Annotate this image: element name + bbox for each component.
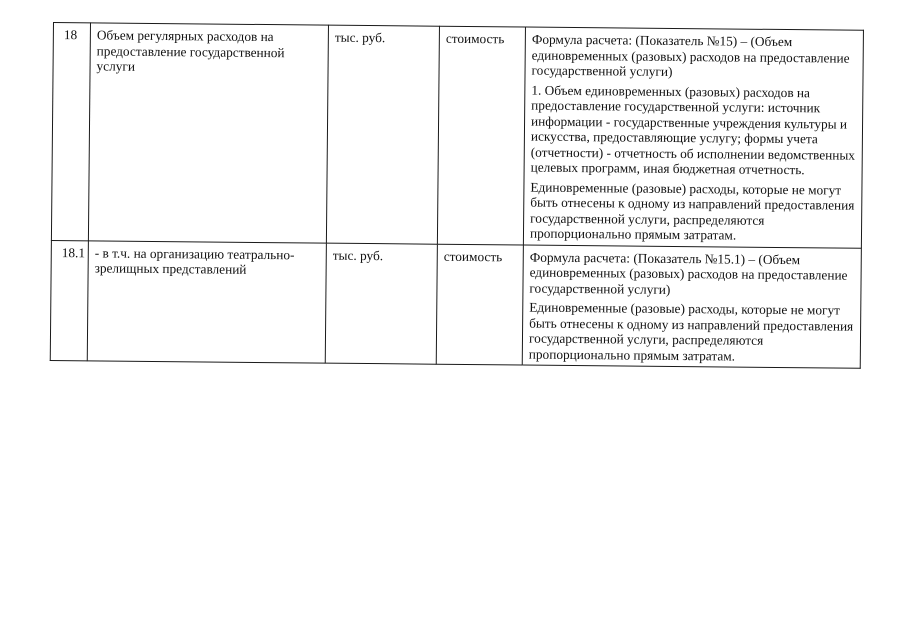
row-number: 18.1 bbox=[50, 240, 88, 361]
allocation-note: Единовременные (разовые) расходы, которые не могут быть отнесены к одному из направлений предоставления государственной услуги, распределяются пропорционально прямым затратам. bbox=[528, 299, 854, 364]
indicator-name: Объем регулярных расходов на предоставление государственной услуги bbox=[88, 23, 328, 243]
table-row bbox=[50, 240, 861, 368]
calculation-method bbox=[523, 27, 863, 248]
formula-text: Формула расчета: (Показатель №15.1) – (Объем единовременных (разовых) расходов на предоставление государственной услуги) bbox=[529, 249, 848, 297]
indicator-type: стоимость bbox=[436, 244, 523, 365]
unit-of-measure: тыс. руб. bbox=[326, 25, 439, 244]
table-row bbox=[51, 23, 863, 248]
formula-text: Формула расчета: (Показатель №15) – (Объем единовременных (разовых) расходов на предоставление государственной услуги) bbox=[531, 31, 850, 79]
indicator-table bbox=[50, 22, 864, 369]
indicator-table-wrapper bbox=[50, 22, 863, 369]
unit-of-measure: тыс. руб. bbox=[325, 243, 437, 365]
indicator-type: стоимость bbox=[437, 26, 525, 244]
allocation-note: Единовременные (разовые) расходы, которые не могут быть отнесены к одному из направлений предоставления государственной услуги, распределяются пропорционально прямым затратам. bbox=[529, 179, 855, 243]
indicator-name: - в т.ч. на организацию театрально-зрелищных представлений bbox=[87, 240, 326, 363]
calculation-method bbox=[522, 245, 861, 369]
info-source-text: 1. Объем единовременных (разовых) расходов на предоставление государственной услуги: источник информации - государственные учреждения культуры и искусства, предоставляющие услугу; формы учета (отчетности) - отчетность об исполнении ведомственных целевых программ, иная бюджетная отчетность. bbox=[530, 82, 856, 178]
row-number: 18 bbox=[51, 23, 90, 241]
